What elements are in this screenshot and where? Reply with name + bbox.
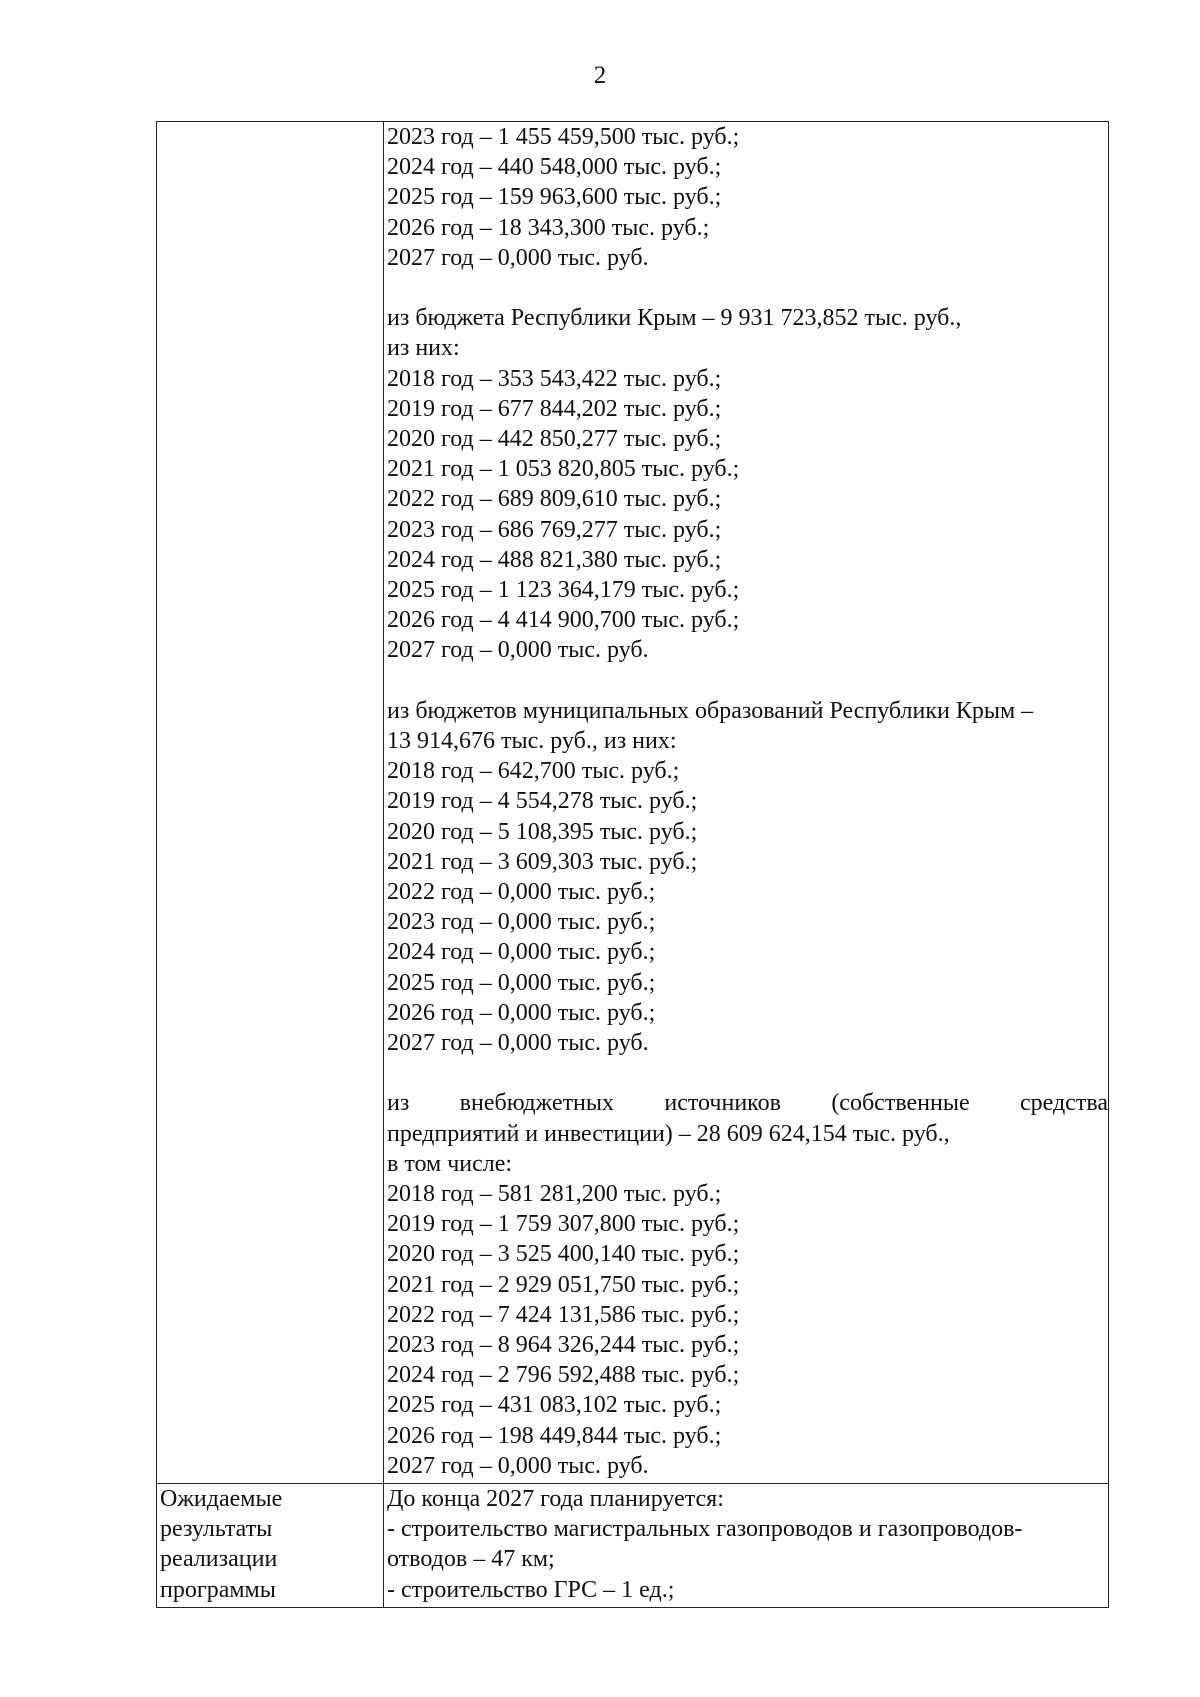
year-line: 2027 год – 0,000 тыс. руб.: [387, 1452, 649, 1479]
results-label-line: Ожидаемые: [160, 1486, 283, 1512]
year-line: 2021 год – 2 929 051,750 тыс. руб.;: [387, 1271, 740, 1298]
year-line: 2027 год – 0,000 тыс. руб.: [387, 637, 649, 664]
federal-years: [387, 122, 1108, 273]
year-line: 2024 год – 2 796 592,488 тыс. руб.;: [387, 1362, 740, 1389]
republic-budget-section: [387, 303, 1108, 665]
year-line: 2026 год – 0,000 тыс. руб.;: [387, 999, 656, 1026]
extrabudget-heading: из внебюджетных источников (собственные средства: [387, 1090, 1108, 1117]
year-line: 2019 год – 677 844,202 тыс. руб.;: [387, 395, 722, 422]
year-line: 2025 год – 431 083,102 тыс. руб.;: [387, 1392, 722, 1419]
program-passport-table: [156, 121, 1109, 1608]
year-line: 2020 год – 3 525 400,140 тыс. руб.;: [387, 1241, 740, 1268]
paragraph-gap: [387, 1058, 1108, 1088]
year-line: 2027 год – 0,000 тыс. руб.: [387, 244, 649, 271]
expected-results-cell: [384, 1484, 1109, 1608]
year-line: 2020 год – 5 108,395 тыс. руб.;: [387, 818, 698, 845]
results-line: отводов – 47 км;: [387, 1546, 555, 1573]
year-line: 2022 год – 689 809,610 тыс. руб.;: [387, 486, 722, 513]
extrabudget-subheading: в том числе:: [387, 1150, 513, 1177]
results-line: До конца 2027 года планируется:: [387, 1486, 724, 1512]
funding-row: [157, 122, 1109, 1484]
year-line: 2018 год – 581 281,200 тыс. руб.;: [387, 1181, 722, 1208]
republic-subheading: из них:: [387, 335, 460, 362]
year-line: 2019 год – 4 554,278 тыс. руб.;: [387, 788, 698, 815]
republic-heading: из бюджета Республики Крым – 9 931 723,852 тыс. руб.,: [387, 305, 962, 332]
municipal-budget-section: [387, 696, 1108, 1058]
funding-label-cell: [157, 122, 384, 1484]
expected-results-row: [157, 1484, 1109, 1608]
year-line: 2021 год – 1 053 820,805 тыс. руб.;: [387, 456, 740, 483]
expected-results-label-cell: [157, 1484, 384, 1608]
year-line: 2023 год – 8 964 326,244 тыс. руб.;: [387, 1332, 740, 1359]
page-number: 2: [593, 62, 607, 89]
year-line: 2021 год – 3 609,303 тыс. руб.;: [387, 848, 698, 875]
results-line: - строительство магистральных газопроводов и газопроводов-: [387, 1516, 1023, 1543]
year-line: 2023 год – 1 455 459,500 тыс. руб.;: [387, 124, 740, 150]
year-line: 2027 год – 0,000 тыс. руб.: [387, 1030, 649, 1057]
paragraph-gap: [387, 666, 1108, 696]
year-line: 2026 год – 18 343,300 тыс. руб.;: [387, 214, 710, 241]
year-line: 2023 год – 686 769,277 тыс. руб.;: [387, 516, 722, 543]
year-line: 2020 год – 442 850,277 тыс. руб.;: [387, 426, 722, 453]
year-line: 2026 год – 4 414 900,700 тыс. руб.;: [387, 607, 740, 634]
results-label-line: программы: [160, 1576, 276, 1603]
results-label-line: реализации: [160, 1546, 278, 1573]
year-line: 2025 год – 159 963,600 тыс. руб.;: [387, 184, 722, 211]
extrabudget-section: [387, 1088, 1108, 1481]
year-line: 2018 год – 642,700 тыс. руб.;: [387, 758, 680, 785]
year-line: 2018 год – 353 543,422 тыс. руб.;: [387, 365, 722, 392]
funding-cell: [384, 122, 1109, 1484]
year-line: 2022 год – 0,000 тыс. руб.;: [387, 879, 656, 906]
results-line: - строительство ГРС – 1 ед.;: [387, 1576, 675, 1603]
year-line: 2024 год – 0,000 тыс. руб.;: [387, 939, 656, 966]
results-label-line: результаты: [160, 1516, 273, 1543]
extrabudget-heading-continued: предприятий и инвестиции) – 28 609 624,154 тыс. руб.,: [387, 1120, 950, 1147]
year-line: 2025 год – 0,000 тыс. руб.;: [387, 969, 656, 996]
year-line: 2022 год – 7 424 131,586 тыс. руб.;: [387, 1301, 740, 1328]
year-line: 2023 год – 0,000 тыс. руб.;: [387, 909, 656, 936]
year-line: 2024 год – 488 821,380 тыс. руб.;: [387, 546, 722, 573]
municipal-heading: из бюджетов муниципальных образований Республики Крым –: [387, 697, 1034, 724]
paragraph-gap: [387, 273, 1108, 303]
year-line: 2026 год – 198 449,844 тыс. руб.;: [387, 1422, 722, 1449]
municipal-subheading: 13 914,676 тыс. руб., из них:: [387, 728, 677, 755]
year-line: 2019 год – 1 759 307,800 тыс. руб.;: [387, 1211, 740, 1238]
year-line: 2025 год – 1 123 364,179 тыс. руб.;: [387, 577, 740, 604]
year-line: 2024 год – 440 548,000 тыс. руб.;: [387, 154, 722, 181]
